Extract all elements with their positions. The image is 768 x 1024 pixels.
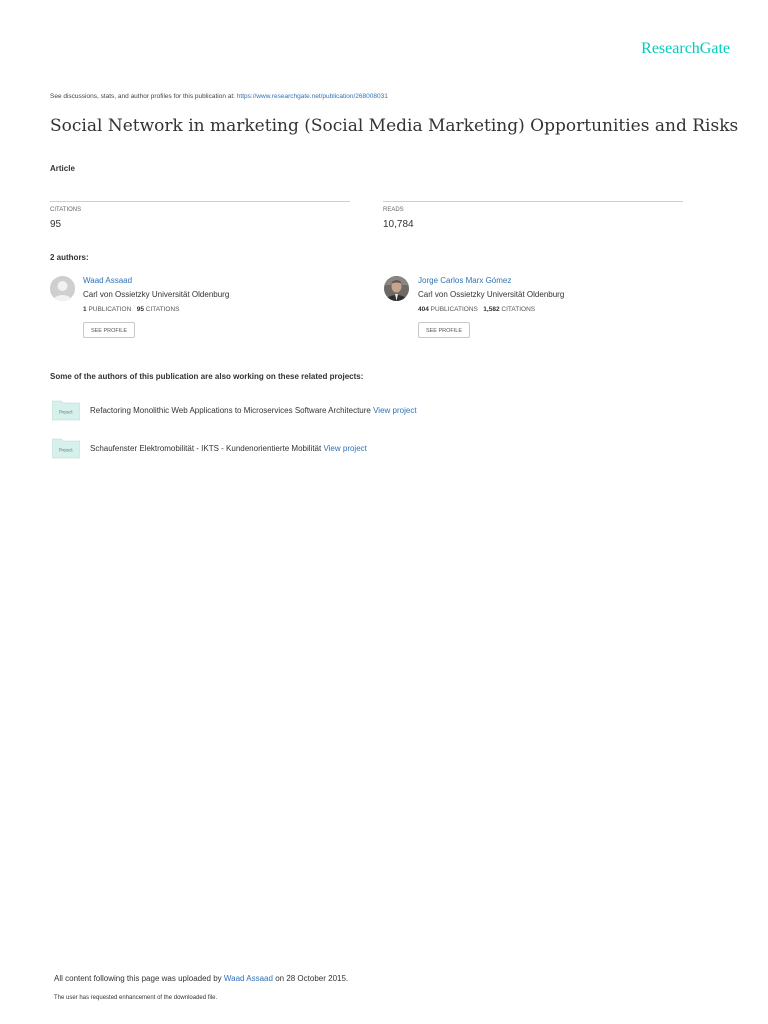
author-publication-count: 1 xyxy=(83,306,87,313)
author-institution: Carl von Ossietzky Universität Oldenburg xyxy=(418,290,565,299)
related-projects-heading: Some of the authors of this publication are also working on these related projects: xyxy=(50,372,364,381)
author-stats xyxy=(418,306,535,313)
uploader-link[interactable]: Waad Assaad xyxy=(223,974,273,983)
author-institution: Carl von Ossietzky Universität Oldenburg xyxy=(83,290,230,299)
publication-type: Article xyxy=(50,164,75,173)
authors-count: 2 authors: xyxy=(50,253,89,262)
author-publication-label: PUBLICATIONS xyxy=(430,306,478,313)
reads-rule xyxy=(383,201,683,202)
folder-icon xyxy=(52,399,80,421)
citations-rule xyxy=(50,201,350,202)
researchgate-logo[interactable]: ResearchGate xyxy=(641,40,730,57)
author-name-link[interactable]: Waad Assaad xyxy=(83,276,133,285)
related-project-item xyxy=(90,444,367,453)
author-publication-count: 404 xyxy=(418,306,429,313)
author-citation-count: 1,582 xyxy=(483,306,500,313)
author-avatar[interactable] xyxy=(384,276,409,301)
author-citation-label: CITATIONS xyxy=(501,306,536,313)
upload-suffix: on 28 October 2015. xyxy=(272,974,349,983)
see-profile-button[interactable]: SEE PROFILE xyxy=(418,322,470,338)
author-name-link[interactable]: Jorge Carlos Marx Gómez xyxy=(418,276,512,285)
project-icon-label: Project xyxy=(59,447,73,453)
author-citation-label: CITATIONS xyxy=(145,306,180,313)
author-publication-label: PUBLICATION xyxy=(88,306,132,313)
upload-prefix: All content following this page was uploaded by xyxy=(54,974,224,983)
related-project-item xyxy=(90,406,417,415)
publication-title: Social Network in marketing (Social Media Marketing) Opportunities and Risks xyxy=(50,116,739,136)
citations-label: CITATIONS xyxy=(50,207,82,213)
reads-value: 10,784 xyxy=(383,219,414,230)
view-project-link[interactable]: View project xyxy=(323,444,367,453)
project-folder-icon xyxy=(52,437,80,459)
publication-link[interactable]: https://www.researchgate.net/publication/268008031 xyxy=(236,93,388,100)
author-avatar[interactable] xyxy=(50,276,75,301)
reads-label: READS xyxy=(383,207,404,213)
discussion-note xyxy=(50,93,388,100)
see-profile-button[interactable]: SEE PROFILE xyxy=(83,322,135,338)
author-stats xyxy=(83,306,179,313)
folder-icon xyxy=(52,437,80,459)
project-icon-label: Project xyxy=(59,409,73,415)
upload-note xyxy=(54,974,348,983)
view-project-link[interactable]: View project xyxy=(373,406,417,415)
project-title: Refactoring Monolithic Web Applications to Microservices Software Architecture xyxy=(90,406,371,415)
project-title: Schaufenster Elektromobilität - IKTS - Kundenorientierte Mobilität xyxy=(90,444,322,453)
enhancement-note: The user has requested enhancement of the downloaded file. xyxy=(54,995,218,1001)
author-photo xyxy=(384,276,409,301)
project-folder-icon xyxy=(52,399,80,421)
default-avatar-icon xyxy=(50,276,75,301)
citations-value: 95 xyxy=(50,219,62,230)
discussion-text: See discussions, stats, and author profiles for this publication at: xyxy=(50,93,237,100)
author-citation-count: 95 xyxy=(136,306,144,313)
